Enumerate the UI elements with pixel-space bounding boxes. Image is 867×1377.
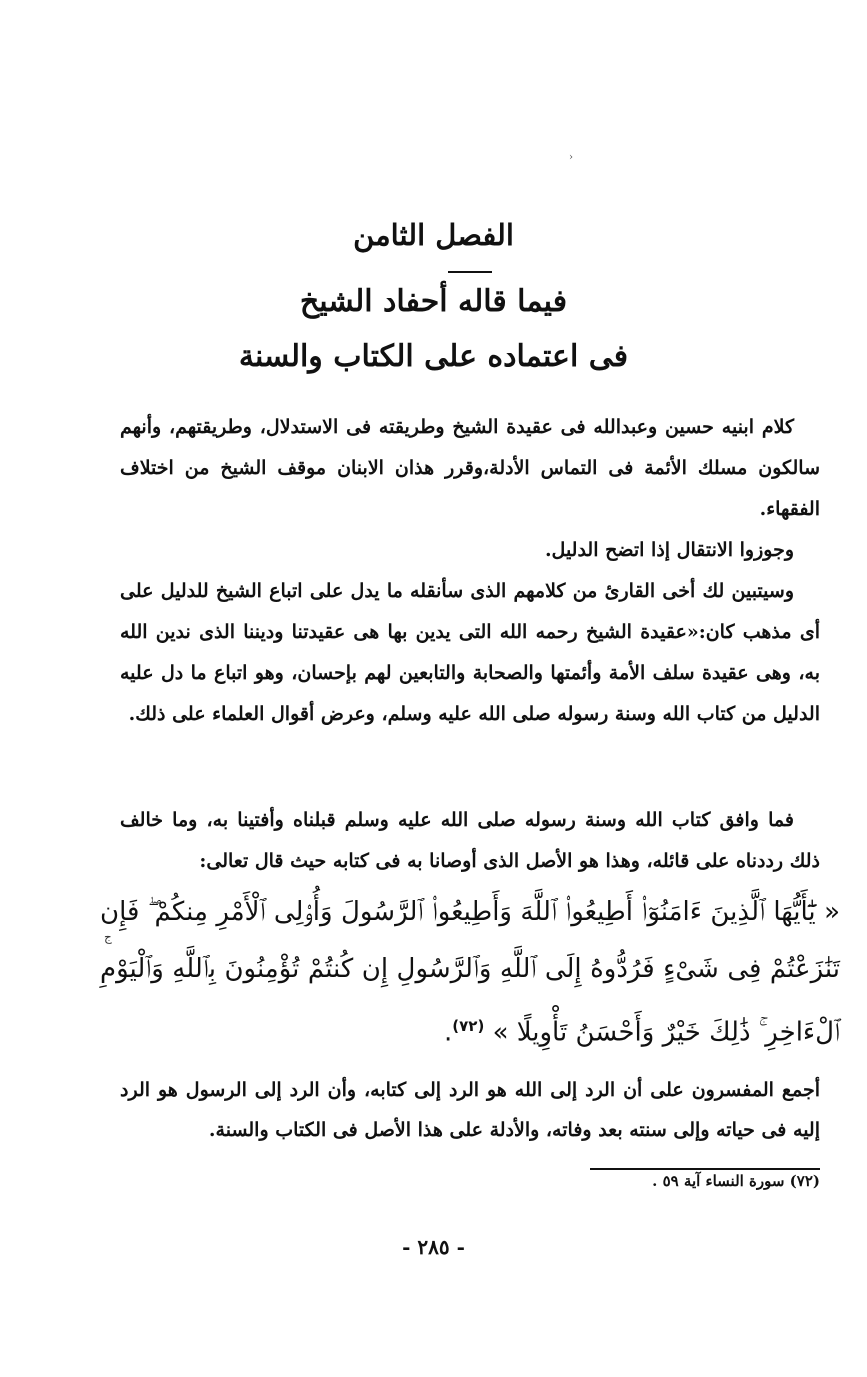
page-number: - ٢٨٥ - [402,1235,465,1259]
quote-paragraph-block [120,800,820,882]
title-divider [448,271,492,273]
verse-footnote-ref: (٧٢) [452,1017,485,1035]
footnote: (٧٢) سورة النساء آية ٥٩ . [652,1172,820,1190]
body-paragraph: وسيتبين لك أخى القارئ من كلامهم الذى سأنقله ما يدل على اتباع الشيخ للدليل على أى مذهب كان:«عقيدة الشيخ رحمه الله التى يدين بها هى عقيدتنا وديننا الذى ندين الله به، وهى عقيدة سلف الأمة وأئمتها والصحابة والتابعين لهم بإحسان، وهو اتباع ما دل عليه الدليل من كتاب الله وسنة رسوله صلى الله عليه وسلم، وعرض أقوال العلماء على ذلك. [120,580,820,725]
body-paragraph: كلام ابنيه حسين وعبدالله فى عقيدة الشيخ وطريقته فى الاستدلال، وطريقتهم، وأنهم سالكون مسلك الأئمة فى التماس الأدلة،وقرر هذان الابنان موقف الشيخ من اختلاف الفقهاء. [120,416,820,520]
verse-end-period: . [444,1017,453,1048]
footnote-divider [590,1168,820,1170]
chapter-title: الفصل الثامن [353,218,514,252]
body-paragraph: فما وافق كتاب الله وسنة رسوله صلى الله عليه وسلم قبلناه وأفتينا به، وما خالف ذلك رددناه على قائله، وهذا هو الأصل الذى أوصانا به فى كتابه حيث قال تعالى: [120,809,820,872]
quran-verse [100,884,840,1062]
commentary-paragraph-block [120,1070,820,1150]
margin-mark: ج [104,930,112,944]
section-title-line-1: فيما قاله أحفاد الشيخ [299,284,568,319]
body-paragraph: أجمع المفسرون على أن الرد إلى الله هو الرد إلى كتابه، وأن الرد إلى الرسول هو الرد إليه فى حياته وإلى سنته بعد وفاته، والأدلة على هذا الأصل فى الكتاب والسنة. [120,1079,820,1141]
section-title-line-2: فى اعتماده على الكتاب والسنة [238,339,629,374]
intro-paragraphs [120,407,820,735]
body-paragraph: وجوزوا الانتقال إذا اتضح الدليل. [544,539,794,561]
verse-text: « يَٰٓأَيُّهَا ٱلَّذِينَ ءَامَنُوٓا۟ أَطِيعُوا۟ ٱللَّهَ وَأَطِيعُوا۟ ٱلرَّسُولَ وَأُو۟لِى ٱلْأَمْرِ مِنكُمْ ۖ فَإِن تَنَٰزَعْتُمْ فِى شَىْءٍ فَرُدُّوهُ إِلَى ٱللَّهِ وَٱلرَّسُولِ إِن كُنتُمْ تُؤْمِنُونَ بِٱللَّهِ وَٱلْيَوْمِ ٱلْءَاخِرِ ۚ ذَٰلِكَ خَيْرٌ وَأَحْسَنُ تَأْوِيلًا » [100,897,840,1048]
scan-speck: › [569,152,573,163]
